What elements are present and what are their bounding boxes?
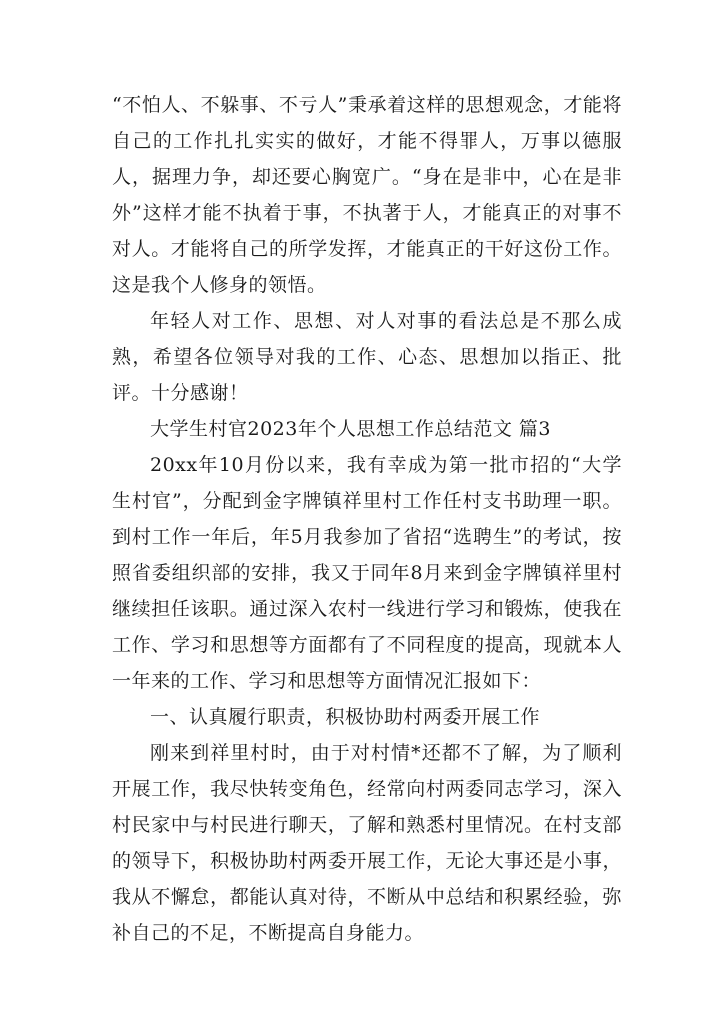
paragraph-thanks: 年轻人对工作、思想、对人对事的看法总是不那么成熟，希望各位领导对我的工作、心态、思想加以指正、批评。十分感谢！ [112, 310, 622, 404]
document-body [112, 87, 622, 951]
subsection-heading: 一、认真履行职责，积极协助村两委开展工作 [150, 706, 541, 728]
paragraph-intro: 20xx年10月份以来，我有幸成为第一批市招的“大学生村官”，分配到金字牌镇祥里村工作任村支书助理一职。到村工作一年后，年5月我参加了省招“选聘生”的考试，按照省委组织部的安排，我又于同年8月来到金字牌镇祥里村继续担任该职。通过深入农村一线进行学习和锻炼，使我在工作、学习和思想等方面都有了不同程度的提高，现就本人一年来的工作、学习和思想等方面情况汇报如下： [112, 454, 622, 692]
section-title: 大学生村官2023年个人思想工作总结范文 篇3 [150, 418, 551, 440]
paragraph-work: 刚来到祥里村时，由于对村情*还都不了解，为了顺利开展工作，我尽快转变角色，经常向村两委同志学习，深入村民家中与村民进行聊天，了解和熟悉村里情况。在村支部的领导下，积极协助村两委开展工作，无论大事还是小事，我从不懈怠，都能认真对待，不断从中总结和积累经验，弥补自己的不足，不断提高自身能力。 [112, 742, 622, 944]
paragraph-self-cultivation: “不怕人、不躲事、不亏人”秉承着这样的思想观念，才能将自己的工作扎扎实实的做好，才能不得罪人，万事以德服人，据理力争，却还要心胸宽广。“身在是非中，心在是非外”这样才能不执着于事，不执著于人，才能真正的对事不对人。才能将自己的所学发挥，才能真正的干好这份工作。这是我个人修身的领悟。 [112, 94, 622, 296]
